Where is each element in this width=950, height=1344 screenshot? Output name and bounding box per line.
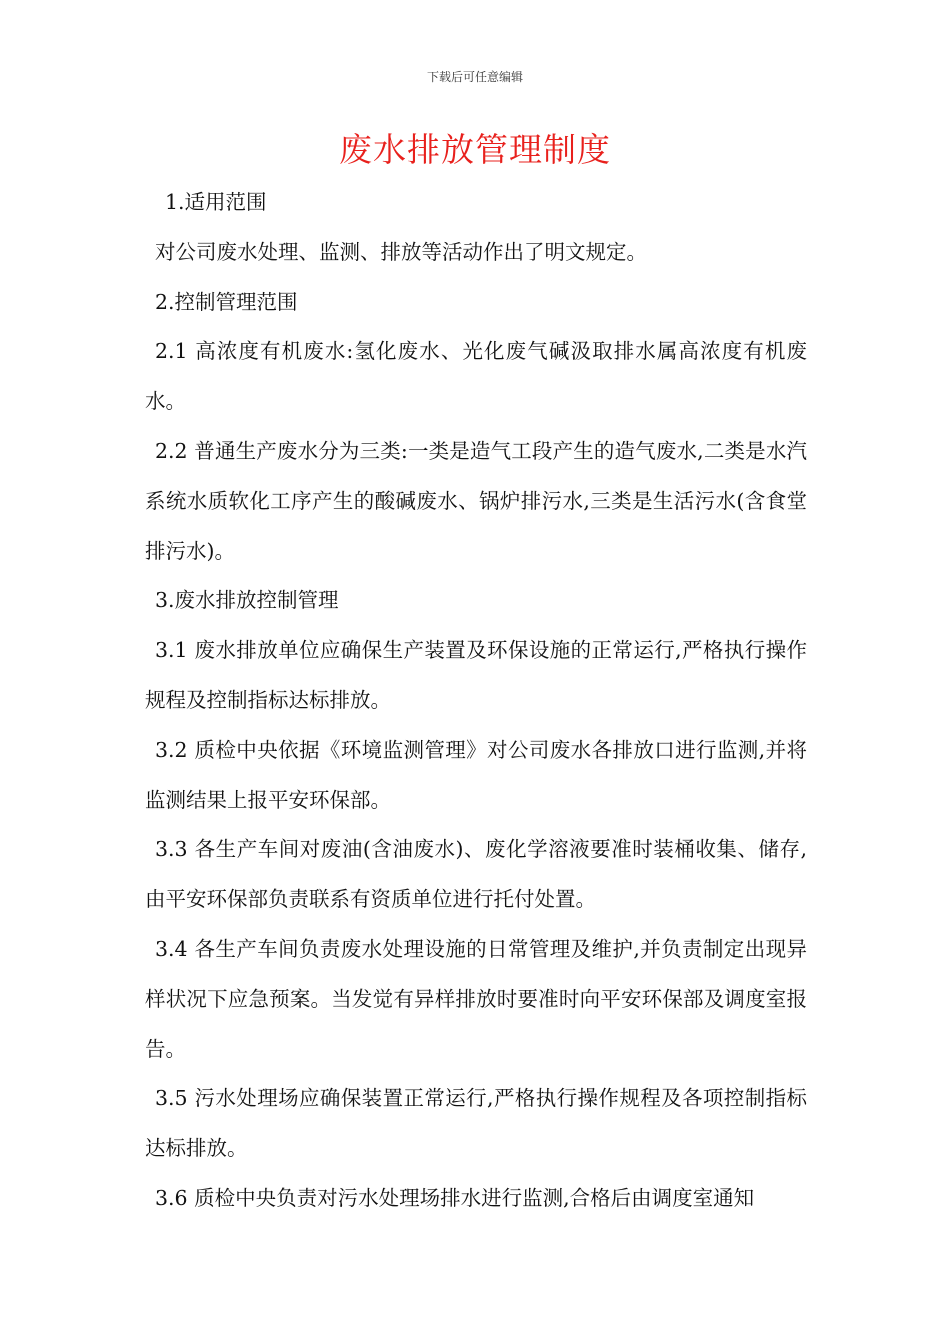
paragraph-3-6: 3.6 质检中央负责对污水处理场排水进行监测,合格后由调度室通知 xyxy=(155,1185,755,1210)
document-body xyxy=(145,178,807,1224)
document-title: 废水排放管理制度 xyxy=(339,130,611,169)
section-heading-scope: 1.适用范围 xyxy=(165,190,267,214)
section-heading-discharge-control: 3.废水排放控制管理 xyxy=(155,588,339,613)
paragraph-2-1: 2.1 高浓度有机废水:氢化废水、光化废气碱汲取排水属高浓度有机废水。 xyxy=(145,339,807,414)
paragraph-scope-desc: 对公司废水处理、监测、排放等活动作出了明文规定。 xyxy=(155,239,647,264)
paragraph-3-1: 3.1 废水排放单位应确保生产装置及环保设施的正常运行,严格执行操作规程及控制指标达标排放。 xyxy=(145,638,807,712)
section-heading-control-scope: 2.控制管理范围 xyxy=(155,289,298,314)
paragraph-2-2: 2.2 普通生产废水分为三类:一类是造气工段产生的造气废水,二类是水汽系统水质软化工序产生的酸碱废水、锅炉排污水,三类是生活污水(含食堂排污水)。 xyxy=(145,438,807,563)
header-note: 下载后可任意编辑 xyxy=(426,70,523,84)
paragraph-3-2: 3.2 质检中央依据《环境监测管理》对公司废水各排放口进行监测,并将监测结果上报平安环保部。 xyxy=(145,737,807,812)
paragraph-3-3: 3.3 各生产车间对废油(含油废水)、废化学溶液要准时装桶收集、储存,由平安环保部负责联系有资质单位进行托付处置。 xyxy=(145,837,807,912)
paragraph-3-4: 3.4 各生产车间负责废水处理设施的日常管理及维护,并负责制定出现异样状况下应急预案。当发觉有异样排放时要准时向平安环保部及调度室报告。 xyxy=(145,936,807,1061)
paragraph-3-5: 3.5 污水处理场应确保装置正常运行,严格执行操作规程及各项控制指标达标排放。 xyxy=(145,1086,807,1161)
